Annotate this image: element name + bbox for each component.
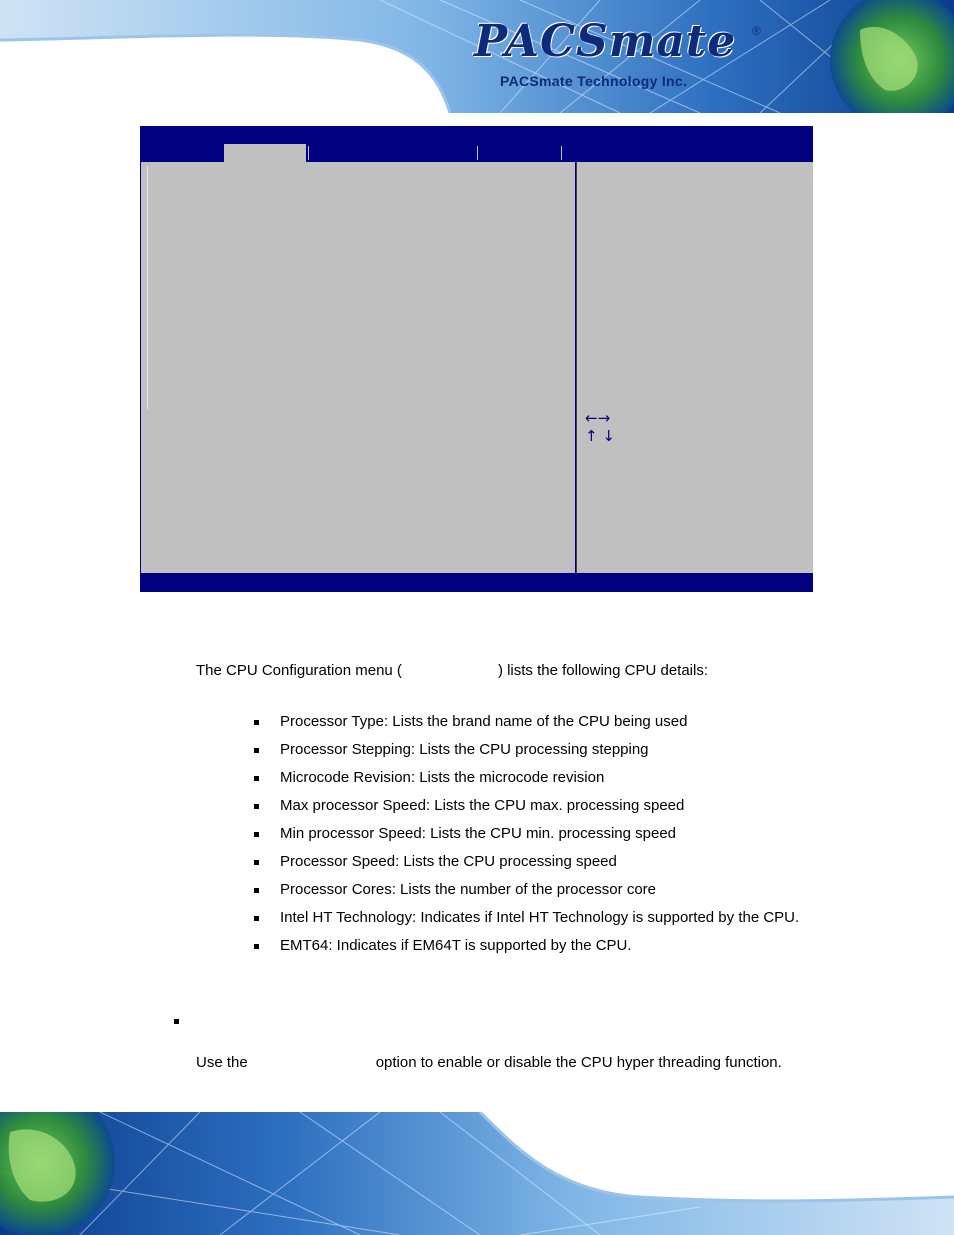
cpu-details-list <box>252 708 812 960</box>
left-right-arrows-icon: ←→ <box>585 409 611 427</box>
bios-tab-separator <box>477 146 478 160</box>
list-item: Microcode Revision: Lists the microcode revision <box>252 764 812 792</box>
bios-footer-bar <box>140 574 813 592</box>
usage-text-start: Use the <box>196 1054 248 1071</box>
intro-paragraph <box>196 662 708 679</box>
usage-text-end: option to enable or disable the CPU hyper threading function. <box>375 1054 782 1071</box>
list-item: Processor Stepping: Lists the CPU processing stepping <box>252 736 812 764</box>
bullet-icon <box>254 916 259 921</box>
list-item: Processor Speed: Lists the CPU processing speed <box>252 848 812 876</box>
bios-screen <box>140 126 813 592</box>
bullet-icon <box>254 720 259 725</box>
list-item: EMT64: Indicates if EM64T is supported by the CPU. <box>252 932 812 960</box>
bios-settings-panel <box>141 162 575 573</box>
bullet-icon <box>254 860 259 865</box>
list-item: Processor Cores: Lists the number of the processor core <box>252 876 812 904</box>
list-item: Intel HT Technology: Indicates if Intel HT Technology is supported by the CPU. <box>252 904 812 932</box>
bios-tab-separator <box>561 146 562 160</box>
bios-key-legend <box>585 409 615 445</box>
intro-text-start: The CPU Configuration menu ( <box>196 662 402 679</box>
list-item: Min processor Speed: Lists the CPU min. processing speed <box>252 820 812 848</box>
up-down-arrows-icon: ↑ ↓ <box>585 427 615 445</box>
bullet-icon <box>254 832 259 837</box>
footer-banner <box>0 1112 954 1235</box>
section-bullet-icon <box>174 1019 179 1024</box>
bios-tab-separator <box>308 146 309 160</box>
usage-paragraph <box>196 1054 782 1071</box>
bios-help-panel <box>576 162 813 573</box>
bullet-icon <box>254 776 259 781</box>
bios-tab-bar <box>140 144 813 162</box>
bullet-icon <box>254 748 259 753</box>
bios-panel-divider <box>147 166 148 409</box>
intro-text-end: ) lists the following CPU details: <box>497 662 709 679</box>
bullet-icon <box>254 944 259 949</box>
list-item: Processor Type: Lists the brand name of the CPU being used <box>252 708 812 736</box>
bullet-icon <box>254 888 259 893</box>
list-item: Max processor Speed: Lists the CPU max. processing speed <box>252 792 812 820</box>
bullet-icon <box>254 804 259 809</box>
footer-graphic <box>0 1112 954 1235</box>
logo-registered-mark: ® <box>752 24 761 38</box>
bios-tab-active[interactable] <box>224 144 306 162</box>
logo-wordmark: PACSmate <box>474 16 737 67</box>
header-banner <box>0 0 954 113</box>
logo-subtitle: PACSmate Technology Inc. <box>500 73 688 89</box>
